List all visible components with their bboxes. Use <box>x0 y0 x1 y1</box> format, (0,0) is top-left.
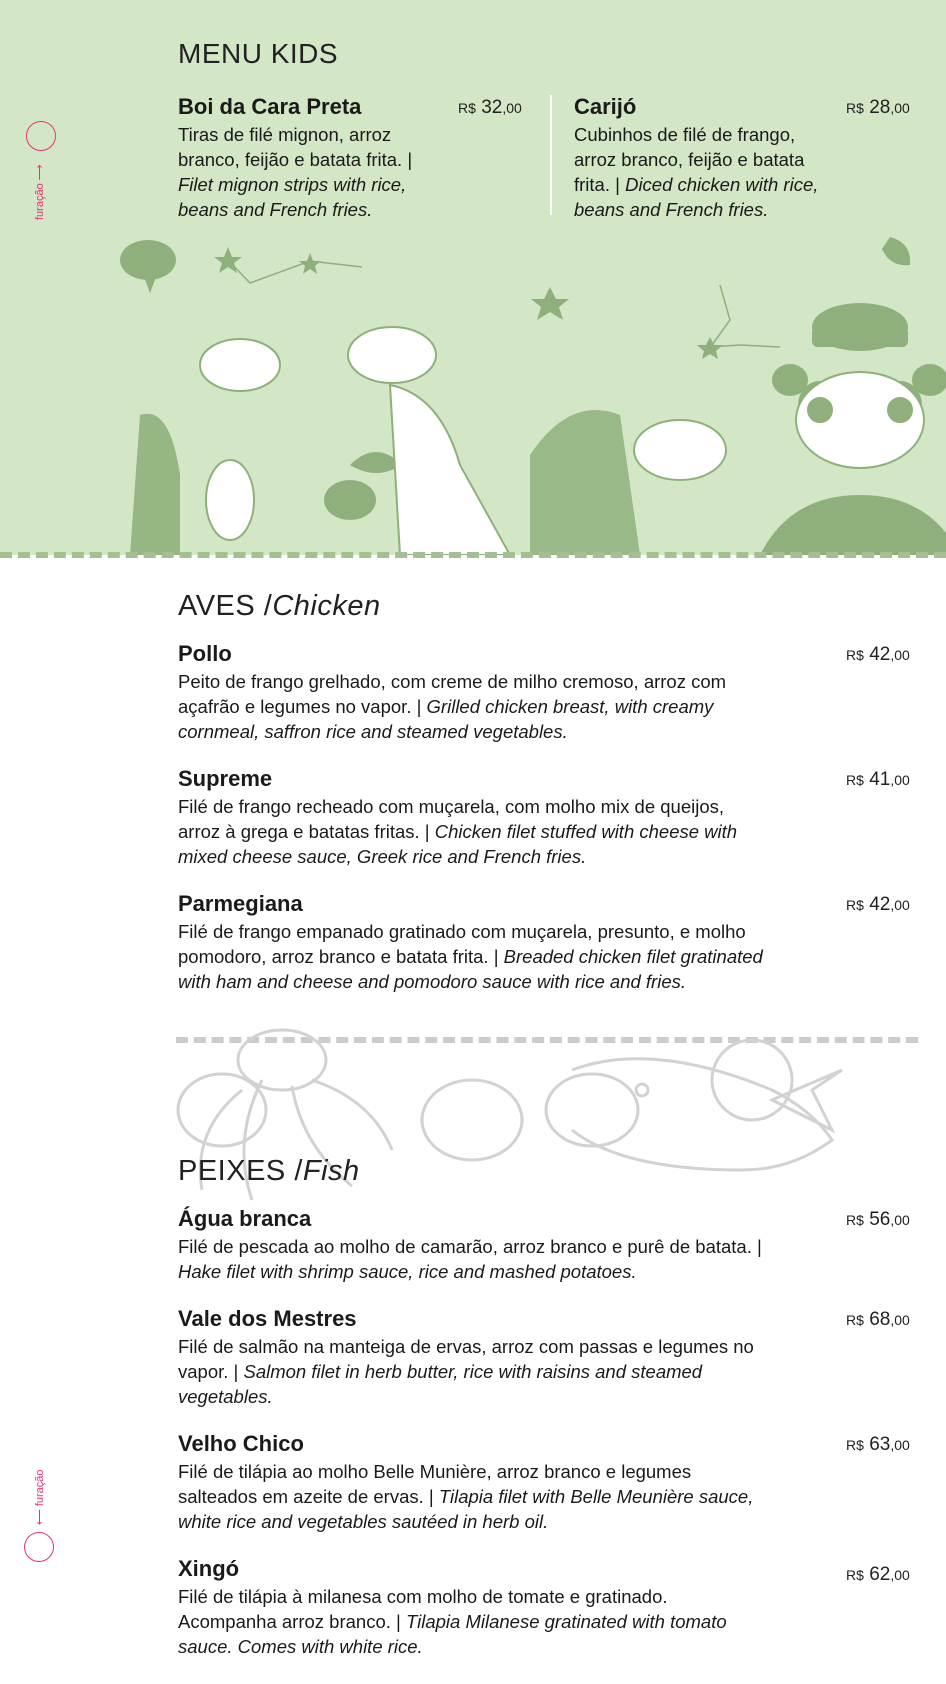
kids-divider <box>550 95 552 215</box>
item-price: R$ 68,00 <box>846 1309 910 1330</box>
menu-item-peixes-3 <box>178 1556 768 1659</box>
item-name: Água branca <box>178 1206 312 1231</box>
item-name: Vale dos Mestres <box>178 1306 357 1331</box>
menu-item-peixes-2 <box>178 1431 768 1534</box>
item-desc: Filé de frango recheado com muçarela, com molho mix de queijos, arroz à grega e batatas fritas. | Chicken filet stuffed with cheese with mixed cheese sauce, Greek rice and French fries. <box>178 796 738 867</box>
menu-item-kids-0 <box>178 94 438 222</box>
animals-illustration <box>100 235 946 555</box>
menu-item-kids-1 <box>574 94 824 222</box>
item-name: Carijó <box>574 94 637 119</box>
item-price: R$ 56,00 <box>846 1209 910 1230</box>
item-price: R$ 41,00 <box>846 769 910 790</box>
item-desc: Filé de tilápia à milanesa com molho de tomate e gratinado. Acompanha arroz branco. | Tilapia Milanese gratinated with tomato sauce. Comes with white rice. <box>178 1586 727 1657</box>
item-price: R$ 28,00 <box>846 97 910 118</box>
item-price: R$ 62,00 <box>846 1564 910 1585</box>
menu-item-aves-1 <box>178 766 768 869</box>
side-label: furação <box>34 183 46 220</box>
item-desc: Peito de frango grelhado, com creme de milho cremoso, arroz com açafrão e legumes no vapor. | Grilled chicken breast, with creamy cornmeal, saffron rice and steamed vegetables. <box>178 671 727 742</box>
item-desc: Tiras de filé mignon, arroz branco, feijão e batata frita. | Filet mignon strips with rice, beans and French fries. <box>178 124 413 220</box>
item-name: Xingó <box>178 1556 240 1581</box>
side-circle-icon <box>26 121 56 151</box>
item-name: Supreme <box>178 766 273 791</box>
kids-panel <box>0 0 946 555</box>
side-label-bottom: ⟵ furação <box>34 1469 46 1525</box>
kids-title: MENU KIDS <box>178 38 339 69</box>
menu-item-peixes-1 <box>178 1306 768 1409</box>
item-name: Pollo <box>178 641 232 666</box>
item-name: Velho Chico <box>178 1431 304 1456</box>
menu-item-peixes-0 <box>178 1206 768 1284</box>
seafood-illustration <box>172 1020 892 1220</box>
section-title-aves: AVES /Chicken <box>178 590 381 622</box>
menu-item-aves-0 <box>178 641 768 744</box>
menu-item-aves-2 <box>178 891 768 994</box>
item-price: R$ 32,00 <box>458 97 522 118</box>
item-name: Parmegiana <box>178 891 303 916</box>
section-title-peixes: PEIXES /Fish <box>178 1155 360 1187</box>
item-desc: Filé de pescada ao molho de camarão, arroz branco e purê de batata. | Hake filet with shrimp sauce, rice and mashed potatoes. <box>178 1236 762 1282</box>
item-price: R$ 42,00 <box>846 894 910 915</box>
item-desc: Filé de frango empanado gratinado com muçarela, presunto, e molho pomodoro, arroz branco e batata frita. | Breaded chicken filet gratinated with ham and cheese and pomodoro sauce with rice and fries. <box>178 921 763 992</box>
kids-dashed-border <box>0 552 946 558</box>
item-price: R$ 42,00 <box>846 644 910 665</box>
item-desc: Filé de tilápia ao molho Belle Munière, arroz branco e legumes salteados em azeite de ervas. | Tilapia filet with Belle Meunière sauce, white rice and vegetables sautéed in herb oil. <box>178 1461 754 1532</box>
item-price: R$ 63,00 <box>846 1434 910 1455</box>
item-desc: Filé de salmão na manteiga de ervas, arroz com passas e legumes no vapor. | Salmon filet in herb butter, rice with raisins and steamed vegetables. <box>178 1336 754 1407</box>
item-desc: Cubinhos de filé de frango, arroz branco, feijão e batata frita. | Diced chicken with rice, beans and French fries. <box>574 124 819 220</box>
item-name: Boi da Cara Preta <box>178 94 362 119</box>
side-circle-icon <box>24 1532 54 1562</box>
